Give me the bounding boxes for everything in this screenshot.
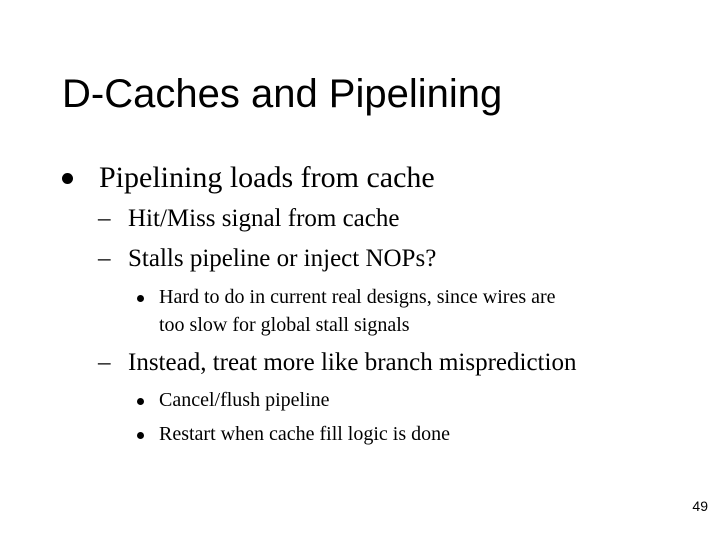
bullet-text: Pipelining loads from cache <box>99 161 435 194</box>
page-number: 49 <box>692 498 708 514</box>
dash-marker: – <box>98 349 111 376</box>
sub-bullet-text: Stalls pipeline or inject NOPs? <box>128 245 437 272</box>
bullet-dot-icon <box>62 173 73 184</box>
dash-marker: – <box>98 205 111 232</box>
slide-title: D-Caches and Pipelining <box>62 72 503 116</box>
bullet-dot-icon <box>137 432 144 439</box>
sub-sub-bullet-line: too slow for global stall signals <box>159 314 410 336</box>
sub-bullet-text: Instead, treat more like branch misprediction <box>128 349 577 376</box>
sub-sub-bullet-line: Restart when cache fill logic is done <box>159 423 451 445</box>
bullet-dot-icon <box>137 398 144 405</box>
bullet-dot-icon <box>137 295 144 302</box>
sub-sub-bullet-line: Cancel/flush pipeline <box>159 389 330 411</box>
sub-bullet-text: Hit/Miss signal from cache <box>128 205 400 232</box>
dash-marker: – <box>98 245 111 272</box>
sub-sub-bullet-line: Hard to do in current real designs, since wires are <box>159 286 556 308</box>
